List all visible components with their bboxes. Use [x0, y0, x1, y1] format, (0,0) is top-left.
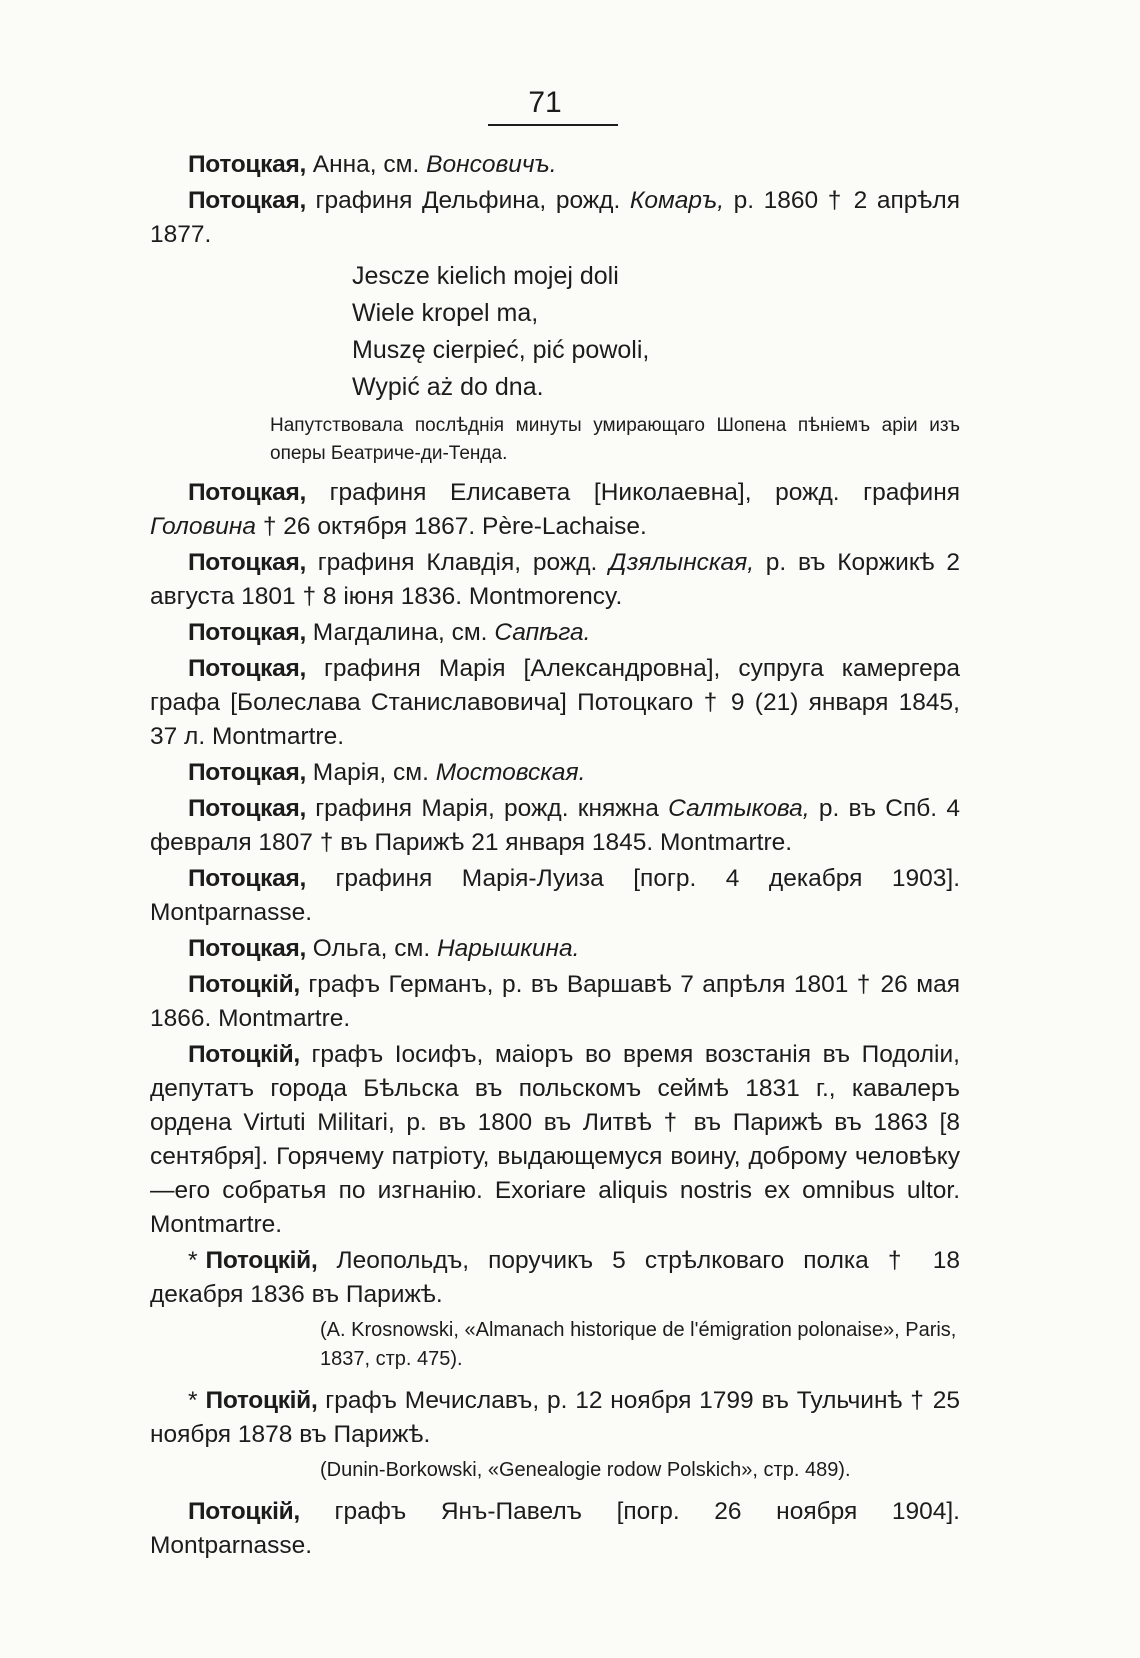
- verse-note: Напутствовала послѣднія минуты умирающаго Шопена пѣніемъ аріи изъ оперы Беатриче-ди-Тенда.: [270, 415, 960, 464]
- entry: Потоцкая, Анна, см. Вонсовичъ.: [188, 151, 557, 178]
- entry: Потоцкая, Магдалина, см. Сапѣга.: [188, 619, 591, 646]
- entry: Потоцкая, графиня Марія-Луиза [погр. 4 декабря 1903]. Montparnasse.: [150, 865, 960, 926]
- citation: (A. Krosnowski, «Almanach historique de l'émigration polonaise», Paris, 1837, стр. 475).: [320, 1319, 957, 1370]
- entry: Потоцкая, графиня Елисавета [Николаевна], рожд. графиня Головина † 26 октября 1867. Père-Lachaise.: [150, 479, 960, 540]
- entry: Потоцкая, Ольга, см. Нарышкина.: [188, 935, 580, 962]
- verse-line: Jescze kielich mojej doli: [352, 262, 619, 290]
- entry: Потоцкій, графъ Германъ, р. въ Варшавѣ 7 апрѣля 1801 † 26 мая 1866. Montmartre.: [150, 971, 960, 1032]
- entry: Потоцкая, графиня Марія [Александровна], супруга камергера графа [Болеслава Станиславовича] Потоцкаго † 9 (21) января 1845, 37 л. Montmartre.: [150, 655, 960, 750]
- entry: Потоцкій, графъ Янъ-Павелъ [погр. 26 ноября 1904]. Montparnasse.: [150, 1498, 960, 1559]
- page-number-rule: [488, 124, 618, 126]
- entry: Потоцкая, графиня Клавдія, рожд. Дзялынская, р. въ Коржикѣ 2 августа 1801 † 8 іюня 1836. Montmorency.: [150, 549, 960, 610]
- entry: Потоцкая, Марія, см. Мостовская.: [188, 759, 586, 786]
- text-column: [150, 148, 960, 1565]
- verse-line: Muszę cierpieć, pić powoli,: [352, 336, 650, 364]
- citation: (Dunin-Borkowski, «Genealogie rodow Polskich», стр. 489).: [320, 1459, 851, 1481]
- entry: Потоцкій, графъ Іосифъ, маіоръ во время возстанія въ Подоліи, депутатъ города Бѣльска въ польскомъ сеймѣ 1831 г., кавалеръ ордена Virtuti Militari, р. въ 1800 въ Литвѣ † въ Парижѣ въ 1863 [8 сентября]. Горячему патріоту, выдающемуся воину, доброму человѣку—его собратья по изгнанію. Exoriare aliquis nostris ex omnibus ultor. Montmartre.: [150, 1041, 960, 1238]
- verse-line: Wiele kropel ma,: [352, 299, 539, 327]
- entry: Потоцкая, графиня Дельфина, рожд. Комаръ, р. 1860 † 2 апрѣля 1877.: [150, 187, 960, 248]
- verse: [352, 258, 960, 406]
- entry-starred: * Потоцкій, графъ Мечиславъ, р. 12 ноября 1799 въ Тульчинѣ † 25 ноября 1878 въ Парижѣ.: [150, 1387, 960, 1448]
- page-number: 71: [528, 86, 562, 119]
- verse-line: Wypić aż do dna.: [352, 373, 544, 401]
- entry: Потоцкая, графиня Марія, рожд. княжна Салтыкова, р. въ Спб. 4 февраля 1807 † въ Парижѣ 21 января 1845. Montmartre.: [150, 795, 960, 856]
- entry-starred: * Потоцкій, Леопольдъ, поручикъ 5 стрѣлковаго полка † 18 декабря 1836 въ Парижѣ.: [150, 1247, 960, 1308]
